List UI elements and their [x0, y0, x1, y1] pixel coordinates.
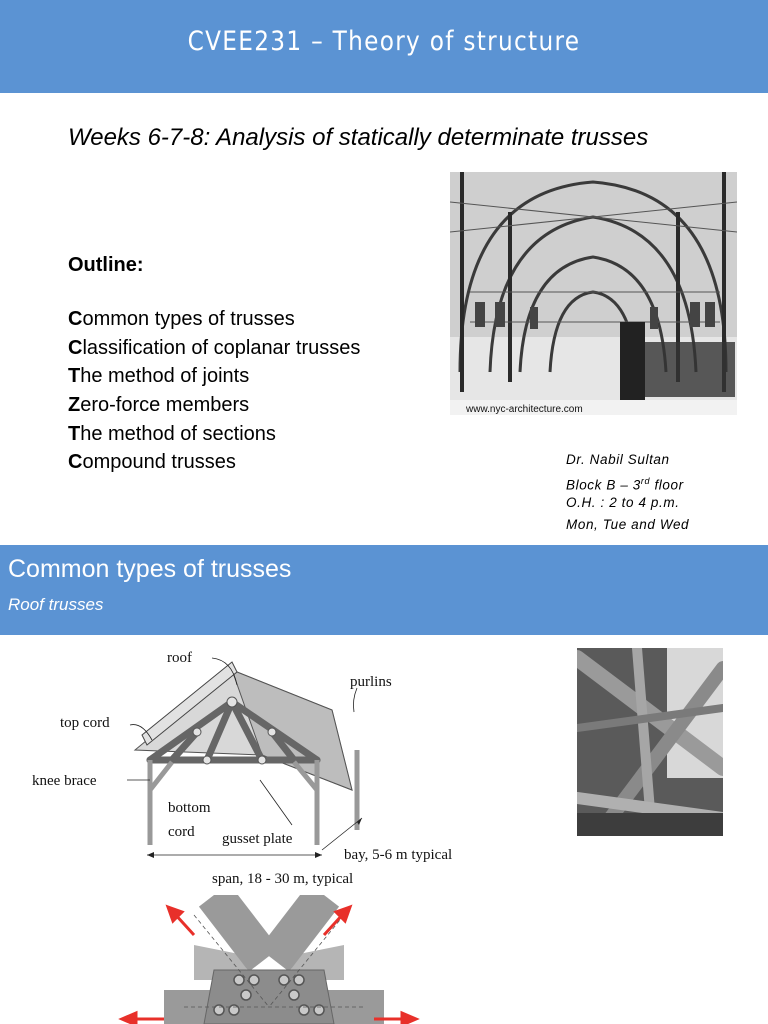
label-knee-brace: knee brace	[32, 773, 97, 789]
photo-caption: www.nyc-architecture.com	[466, 404, 583, 415]
section-title: Common types of trusses	[8, 555, 292, 583]
label-top-cord: top cord	[60, 715, 110, 731]
instructor-contact	[566, 449, 689, 535]
office-hours: O.H. : 2 to 4 p.m.	[566, 495, 680, 510]
outline-item: Zero-force members	[68, 394, 250, 417]
gusset-joint-diagram	[34, 895, 499, 1024]
lecture-subtitle: Weeks 6-7-8: Analysis of statically determinate trusses	[68, 124, 649, 151]
label-purlins: purlins	[350, 674, 392, 690]
timber-truss-photo	[577, 648, 723, 836]
outline-item: The method of joints	[68, 365, 250, 388]
outline-item: Classification of coplanar trusses	[68, 336, 361, 359]
label-roof: roof	[167, 650, 192, 666]
label-bottom: bottom	[168, 800, 211, 816]
office-days: Mon, Tue and Wed	[566, 516, 690, 532]
section-subtitle: Roof trusses	[8, 595, 104, 614]
page-title: CVEE231 – Theory of structure	[187, 26, 581, 57]
outline-item: Compound trusses	[68, 451, 236, 474]
outline-item: The method of sections	[68, 422, 276, 445]
label-gusset-plate: gusset plate	[222, 831, 293, 847]
label-span: span, 18 - 30 m, typical	[212, 871, 354, 887]
label-cord: cord	[168, 824, 195, 840]
title-banner	[0, 0, 768, 93]
label-bay: bay, 5-6 m typical	[344, 847, 453, 863]
outline-heading: Outline:	[68, 254, 144, 276]
station-interior-photo	[450, 172, 737, 415]
instructor-name: Dr. Nabil Sultan	[566, 452, 670, 467]
outline-list	[68, 305, 360, 477]
outline-item: Common types of trusses	[68, 308, 295, 330]
section-banner	[0, 545, 768, 635]
roof-truss-diagram	[32, 640, 497, 892]
office-location: Block B – 3rd floor	[566, 475, 684, 492]
